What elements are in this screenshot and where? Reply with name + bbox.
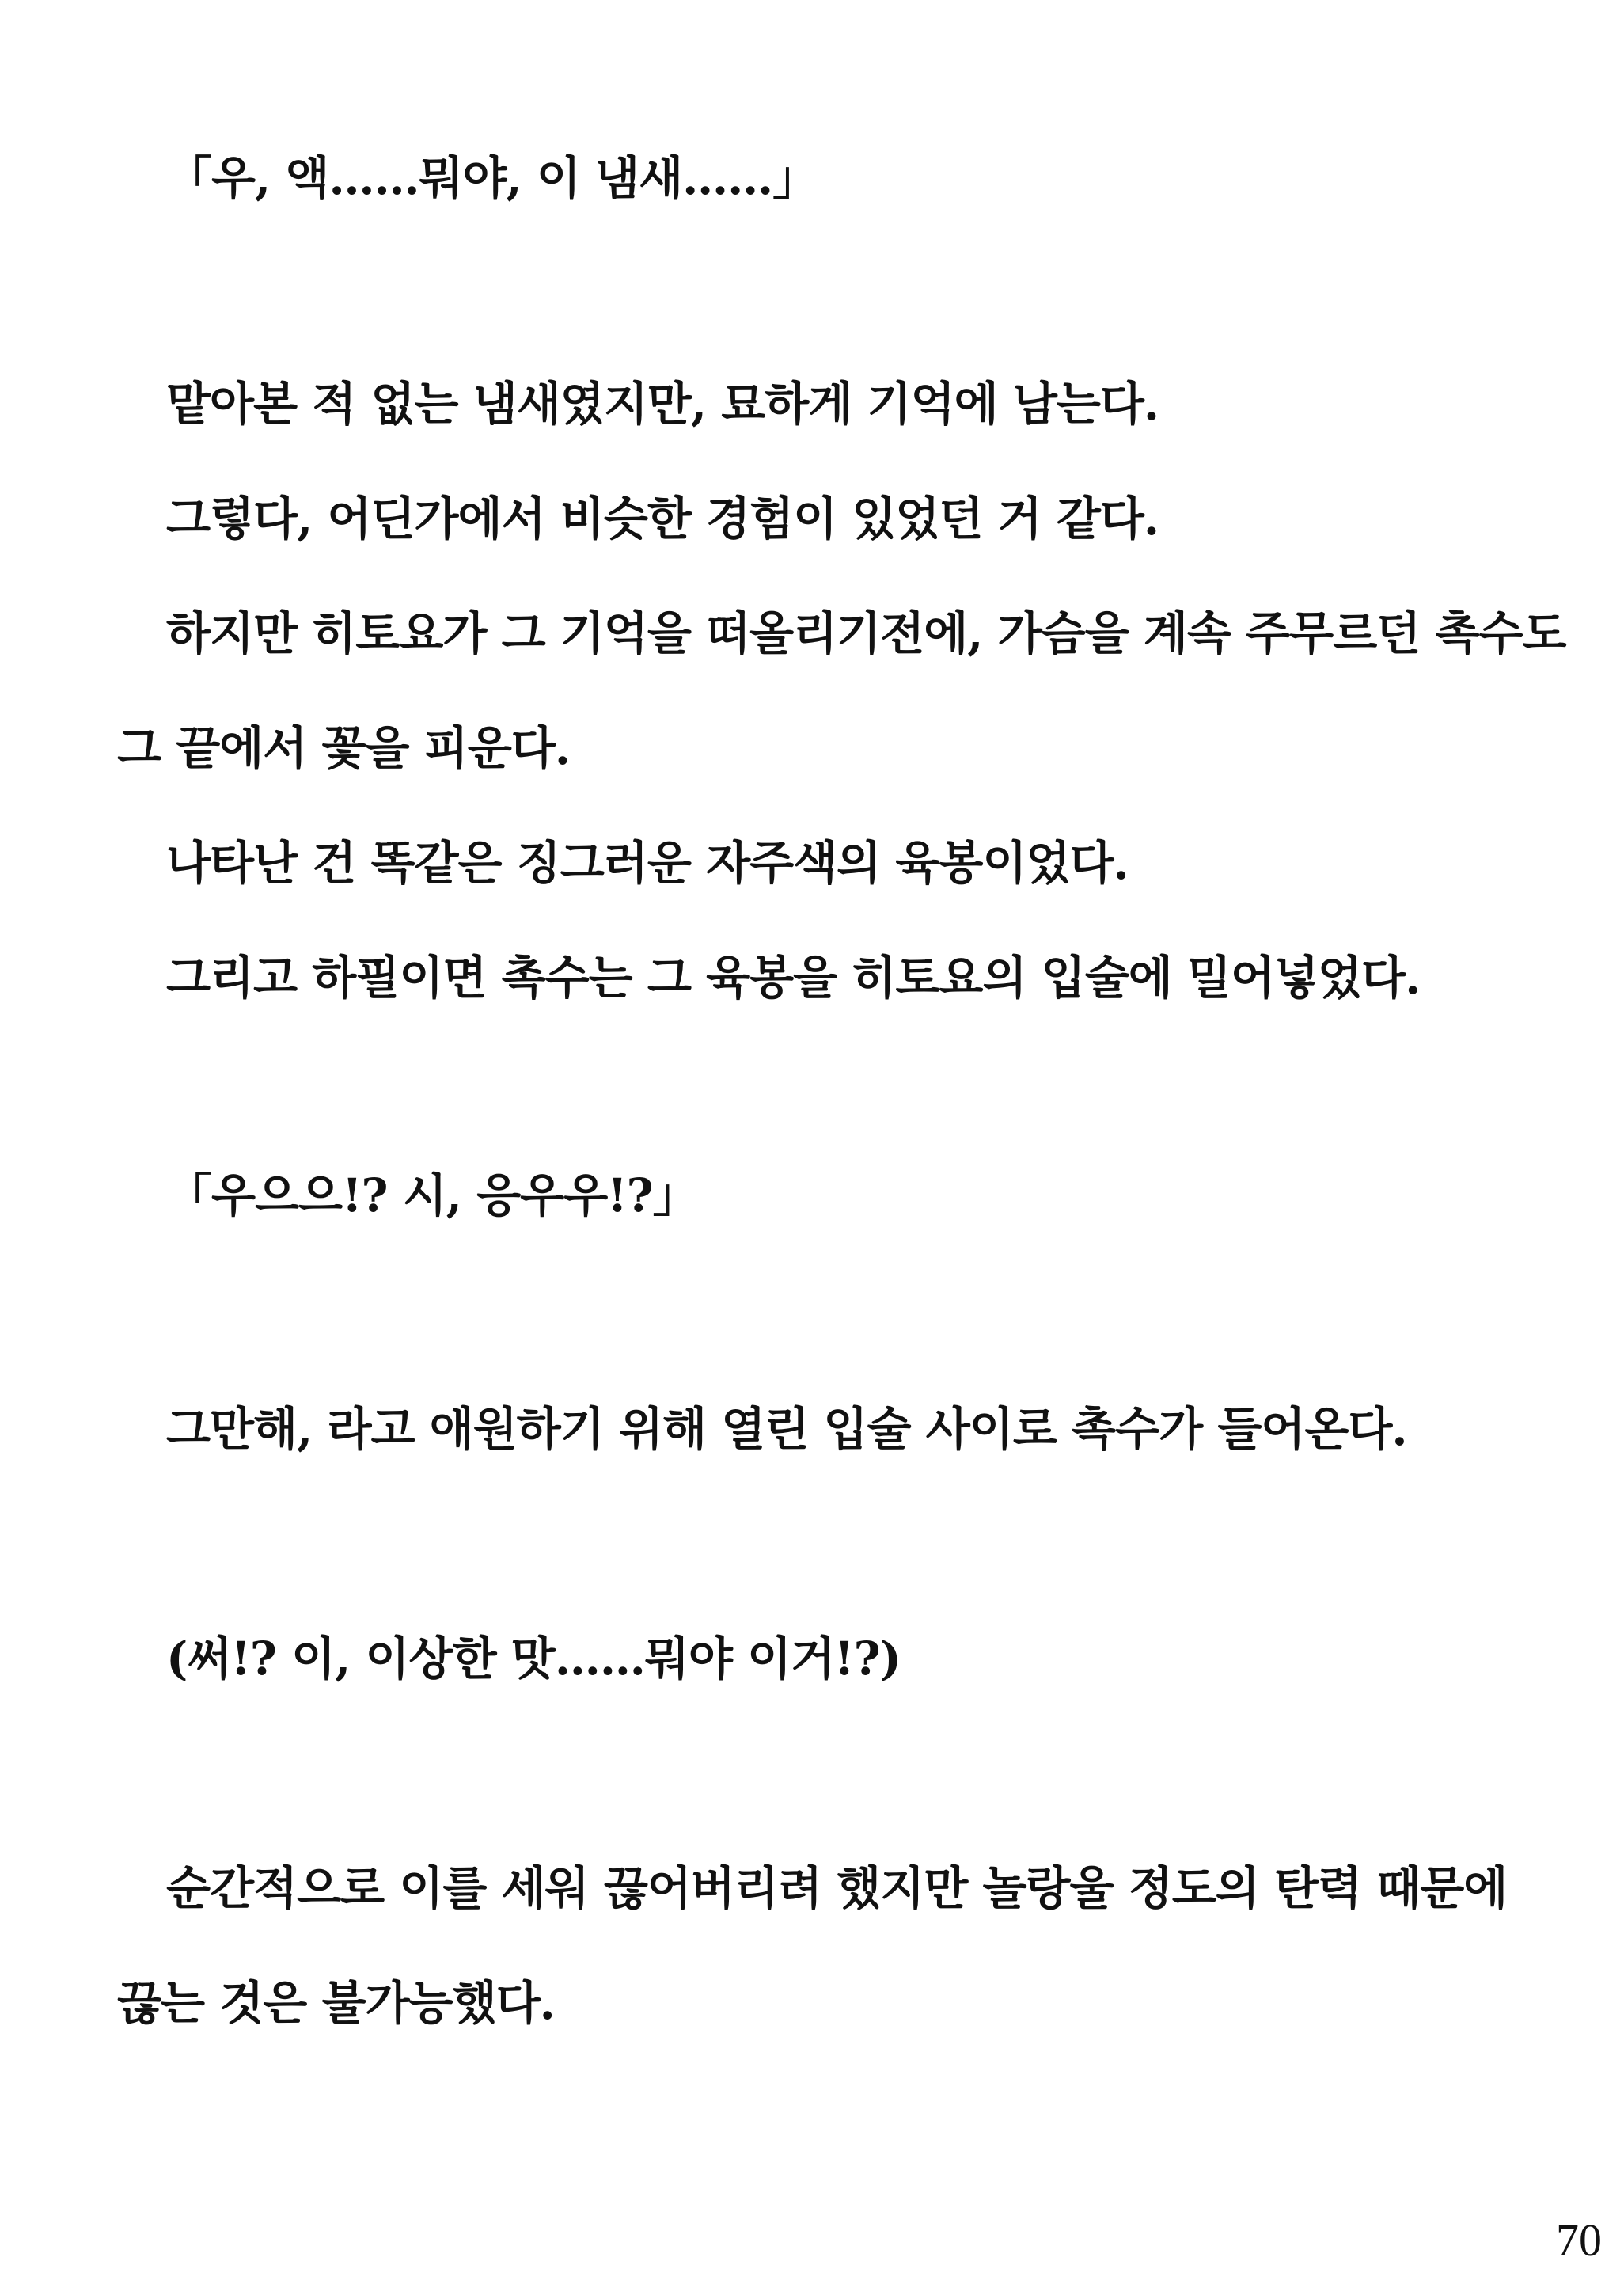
paragraph-line-7: 그만해, 라고 애원하기 위해 열린 입술 사이로 촉수가 들어온다. [166, 1402, 1407, 1456]
paragraph-line-8: 순간적으로 이를 세워 끊어버리려 했지만 놀랑울 정도의 탄력 때문에 [166, 1861, 1508, 1915]
paragraph-line-4: 그 끝에서 꽃을 피운다. [117, 721, 571, 775]
paragraph-line-6: 그리고 하필이면 촉수는 그 육봉을 히토요의 입술에 밀어넣었다. [166, 951, 1421, 1005]
thought-line: (써!? 이, 이상한 맛……뭐야 이거!?) [166, 1632, 901, 1685]
paragraph-line-2: 그렇다, 어딘가에서 비슷한 경험이 있었던 거 같다. [166, 492, 1159, 545]
dialogue-line-1: 「우, 액……뭐야, 이 냄새……」 [166, 151, 818, 205]
paragraph-line-5: 나타난 건 똑같은 징그러운 자주색의 육봉이었다. [166, 836, 1129, 890]
paragraph-line-3: 하지만 히토요가 그 기억을 떠올리기전에, 가슴을 계속 주무르던 촉수도 [166, 606, 1566, 660]
paragraph-line-1: 맡아본 적 없는 냄새였지만, 묘하게 기억에 남는다. [166, 377, 1159, 431]
dialogue-line-2: 「우으으!? 시, 응우우!?」 [166, 1168, 698, 1222]
page-number: 70 [1556, 2214, 1602, 2266]
paragraph-line-9: 끊는 것은 불가능했다. [117, 1976, 555, 2030]
